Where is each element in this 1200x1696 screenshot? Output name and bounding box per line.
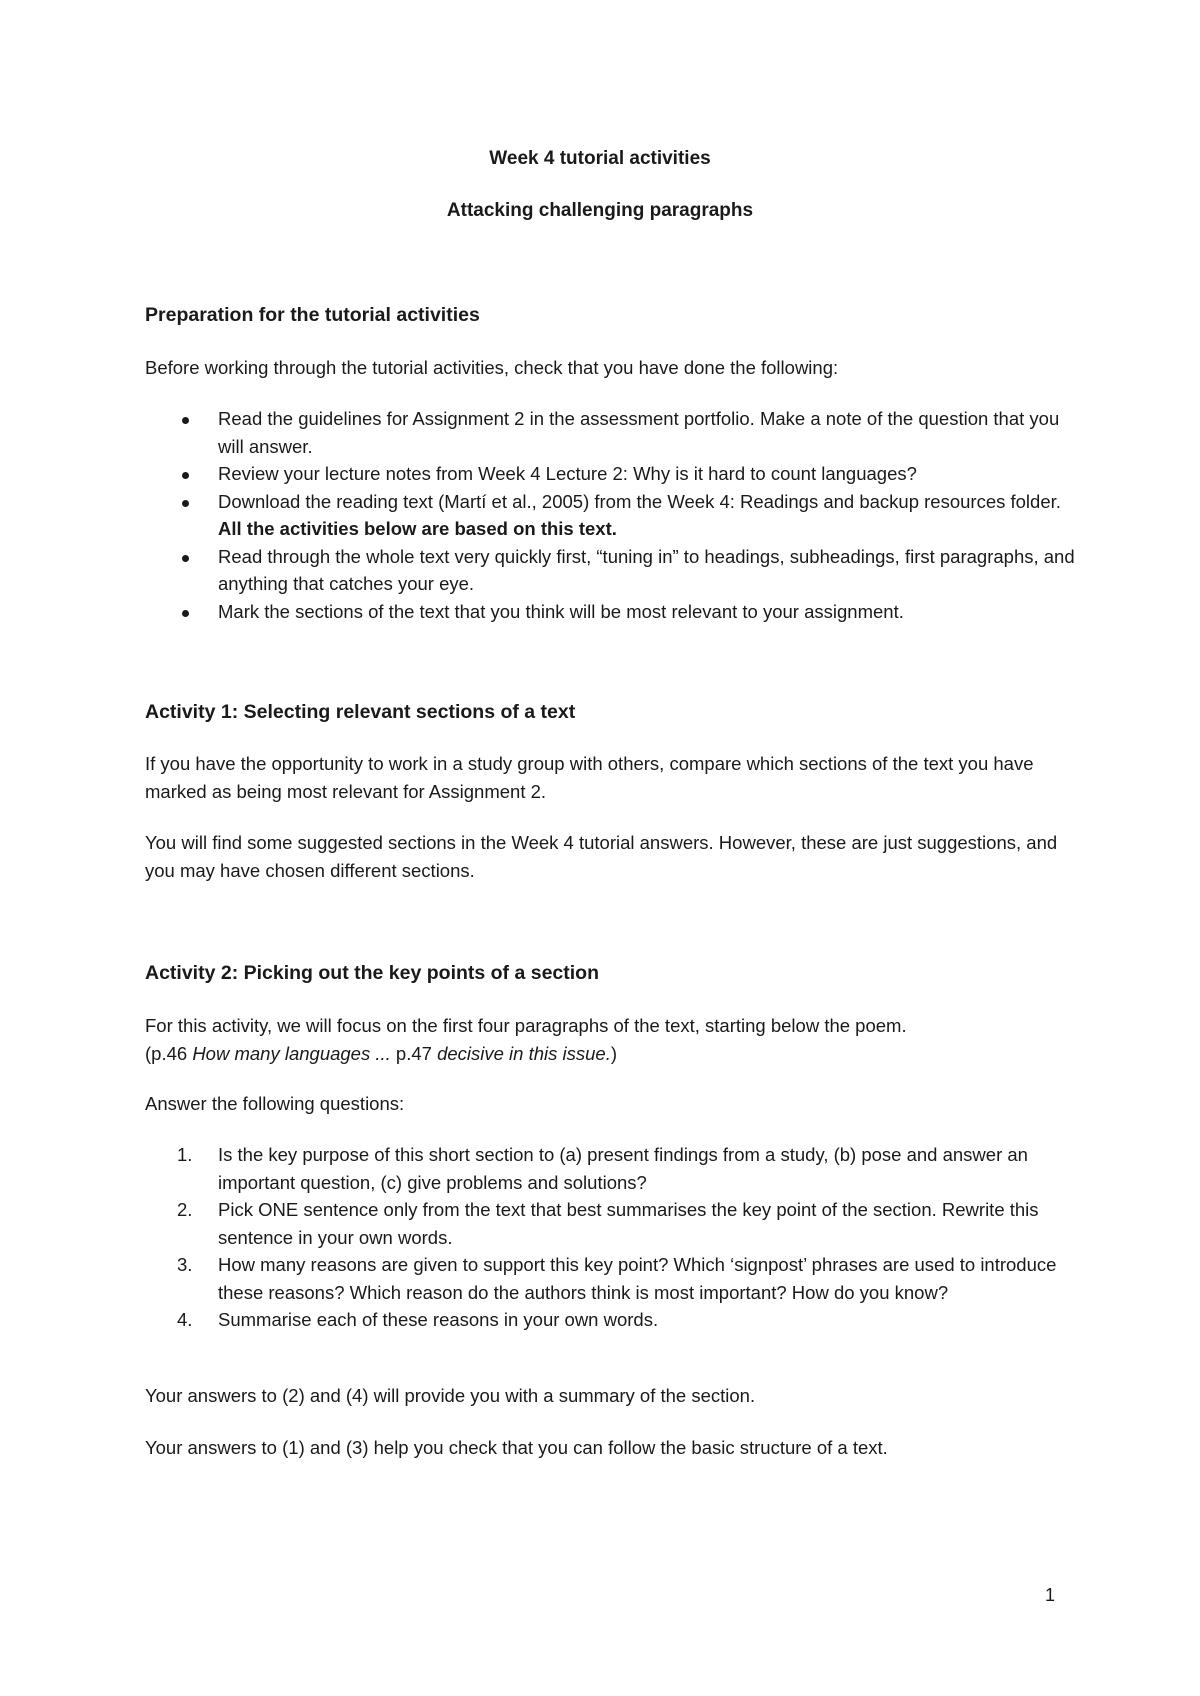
bullet-icon — [182, 555, 189, 562]
page-ref-close: ) — [610, 1042, 618, 1064]
page-ref-start: How many languages ... — [192, 1042, 391, 1064]
questions-list — [145, 1141, 1075, 1334]
list-item-text: Read the guidelines for Assignment 2 in the assessment portfolio. Make a note of the question that you will answer. — [218, 408, 1060, 457]
page-ref-mid: p.47 — [390, 1042, 438, 1064]
list-item-text: Read through the whole text very quickly first, “tuning in” to headings, subheadings, first paragraphs, and anything that catches your eye. — [218, 545, 1075, 594]
list-item — [145, 543, 1075, 598]
list-item — [145, 598, 1075, 626]
list-number: 1. — [177, 1144, 193, 1165]
activity1-paragraph: You will find some suggested sections in the Week 4 tutorial answers. However, these are just suggestions, and you may have chosen different sections. — [145, 832, 1058, 881]
bullet-icon — [182, 500, 189, 507]
list-number: 3. — [177, 1254, 193, 1275]
list-item — [145, 488, 1075, 543]
list-item — [145, 1141, 1075, 1196]
activity1-heading: Activity 1: Selecting relevant sections of a text — [145, 701, 576, 723]
bullet-icon — [182, 472, 189, 479]
activity1-paragraph: If you have the opportunity to work in a study group with others, compare which sections of the text you have marked as being most relevant for Assignment 2. — [145, 753, 1034, 802]
list-item — [145, 1306, 1075, 1334]
summary-paragraph: Your answers to (2) and (4) will provide you with a summary of the section. — [145, 1385, 756, 1406]
list-item-text: Is the key purpose of this short section to (a) present findings from a study, (b) pose and answer an important question, (c) give problems and solutions? — [218, 1144, 1028, 1193]
list-number: 4. — [177, 1309, 193, 1330]
list-item-text: Mark the sections of the text that you think will be most relevant to your assignment. — [218, 600, 904, 622]
list-item — [145, 405, 1075, 460]
bullet-icon — [182, 610, 189, 617]
document-title: Week 4 tutorial activities — [489, 148, 711, 169]
preparation-list — [145, 405, 1075, 625]
activity2-heading: Activity 2: Picking out the key points of a section — [145, 962, 600, 984]
list-item-text: Summarise each of these reasons in your own words. — [218, 1309, 659, 1330]
preparation-intro: Before working through the tutorial activities, check that you have done the following: — [145, 357, 839, 378]
bullet-icon — [182, 417, 189, 424]
list-item-text: Download the reading text (Martí et al., 2005) from the Week 4: Readings and backup resources folder. — [218, 490, 1061, 512]
focus-text: For this activity, we will focus on the first four paragraphs of the text, starting below the poem. — [145, 1015, 907, 1036]
document-subtitle: Attacking challenging paragraphs — [446, 200, 754, 221]
list-item — [145, 1196, 1075, 1251]
list-item-text: Pick ONE sentence only from the text that best summarises the key point of the section. Rewrite this sentence in your own words. — [218, 1199, 1039, 1248]
activity2-focus-paragraph — [145, 1012, 1065, 1067]
list-item — [145, 1251, 1075, 1306]
page-ref-open: (p.46 — [145, 1042, 193, 1064]
list-item — [145, 460, 1075, 488]
list-number: 2. — [177, 1199, 193, 1220]
preparation-heading: Preparation for the tutorial activities — [145, 304, 480, 326]
list-item-text: How many reasons are given to support this key point? Which ‘signpost’ phrases are used to introduce these reasons? Which reason do the authors think is most important? How do you know? — [218, 1254, 1057, 1303]
list-item-text: Review your lecture notes from Week 4 Lecture 2: Why is it hard to count languages? — [218, 463, 917, 484]
list-item-emphasis: All the activities below are based on this text. — [218, 518, 617, 539]
page-number: 1 — [1045, 1585, 1056, 1605]
page-ref-end: decisive in this issue. — [437, 1042, 611, 1064]
summary-paragraph: Your answers to (1) and (3) help you check that you can follow the basic structure of a text. — [145, 1437, 888, 1458]
questions-intro: Answer the following questions: — [145, 1093, 405, 1114]
